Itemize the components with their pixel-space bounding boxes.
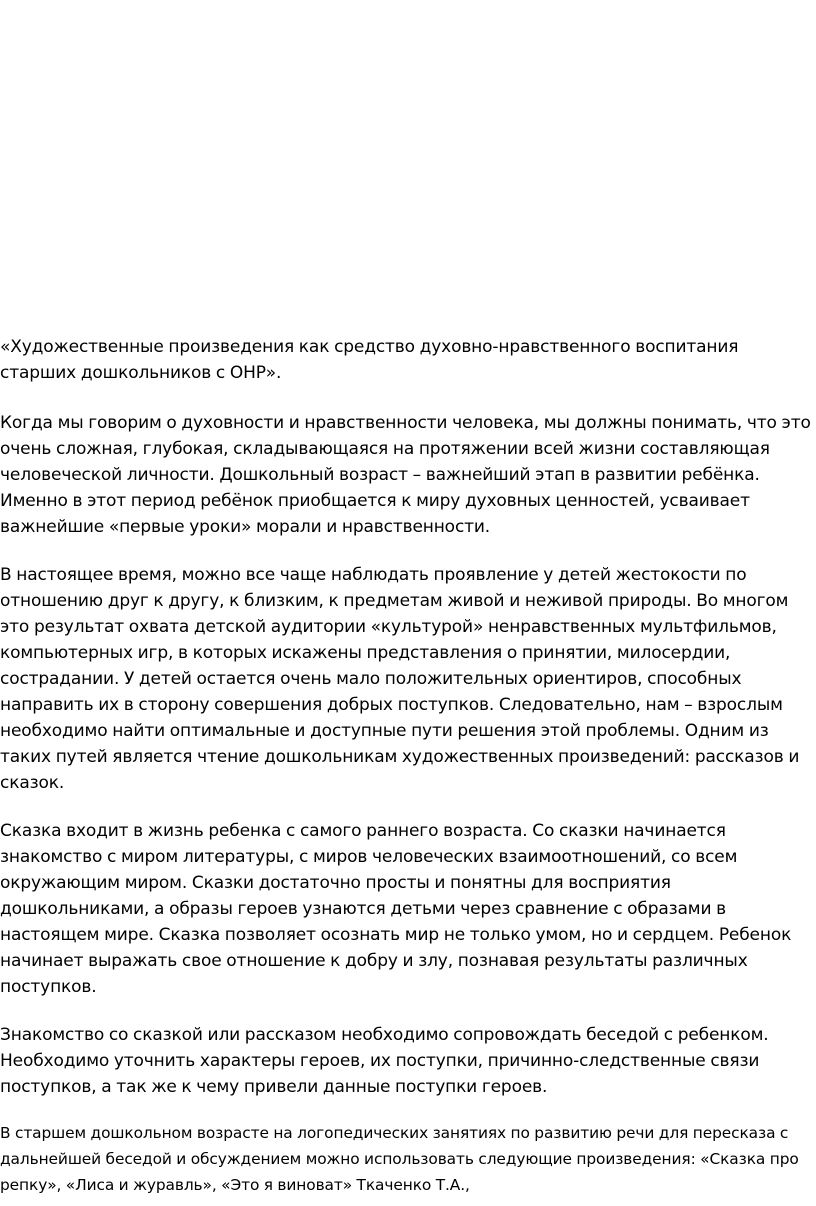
paragraph-conversation: Знакомство со сказкой или рассказом необходимо сопровождать беседой с ребенком. Необходимо уточнить характеры героев, их поступки, причинно-следственные связи поступков, а так же к чему привели данные поступки героев. [0,1025,769,1097]
paragraph-works-list: В старшем дошкольном возрасте на логопедических занятиях по развитию речи для пересказа с дальнейшей беседой и обсуждением можно использовать следующие произведения: «Сказка про репку», «Лиса и журавль», «Это я виноват» Ткаченко Т.А., [0,1124,799,1194]
document-title: «Художественные произведения как средство духовно-нравственного воспитания старших дошкольников с ОНР». [0,337,739,383]
paragraph-spirituality: Когда мы говорим о духовности и нравственности человека, мы должны понимать, что это очень сложная, глубокая, складывающаяся на протяжении всей жизни составляющая человеческой личности. Дошкольный возраст – важнейший этап в развитии ребёнка. Именно в этот период ребёнок приобщается к миру духовных ценностей, усваивает важнейшие «первые уроки» морали и нравственности. [0,413,811,537]
paragraph-fairy-tale: Сказка входит в жизнь ребенка с самого раннего возраста. Со сказки начинается знакомство с миром литературы, с миров человеческих взаимоотношений, со всем окружающим миром. Сказки достаточно просты и понятны для восприятия дошкольниками, а образы героев узнаются детьми через сравнение с образами в настоящем мире. Сказка позволяет осознать мир не только умом, но и сердцем. Ребенок начинает выражать свое отношение к добру и злу, познавая результаты различных поступков. [0,821,792,997]
paragraph-present-time: В настоящее время, можно все чаще наблюдать проявление у детей жестокости по отношению друг к другу, к близким, к предметам живой и неживой природы. Во многом это результат охвата детской аудитории «культурой» ненравственных мультфильмов, компьютерных игр, в которых искажены представления о принятии, милосердии, сострадании. У детей остается очень мало положительных ориентиров, способных направить их в сторону совершения добрых поступков. Следовательно, нам – взрослым необходимо найти оптимальные и доступные пути решения этой проблемы. Одним из таких путей является чтение дошкольникам художественных произведений: рассказов и сказок. [0,565,800,793]
document-body [0,334,814,1198]
